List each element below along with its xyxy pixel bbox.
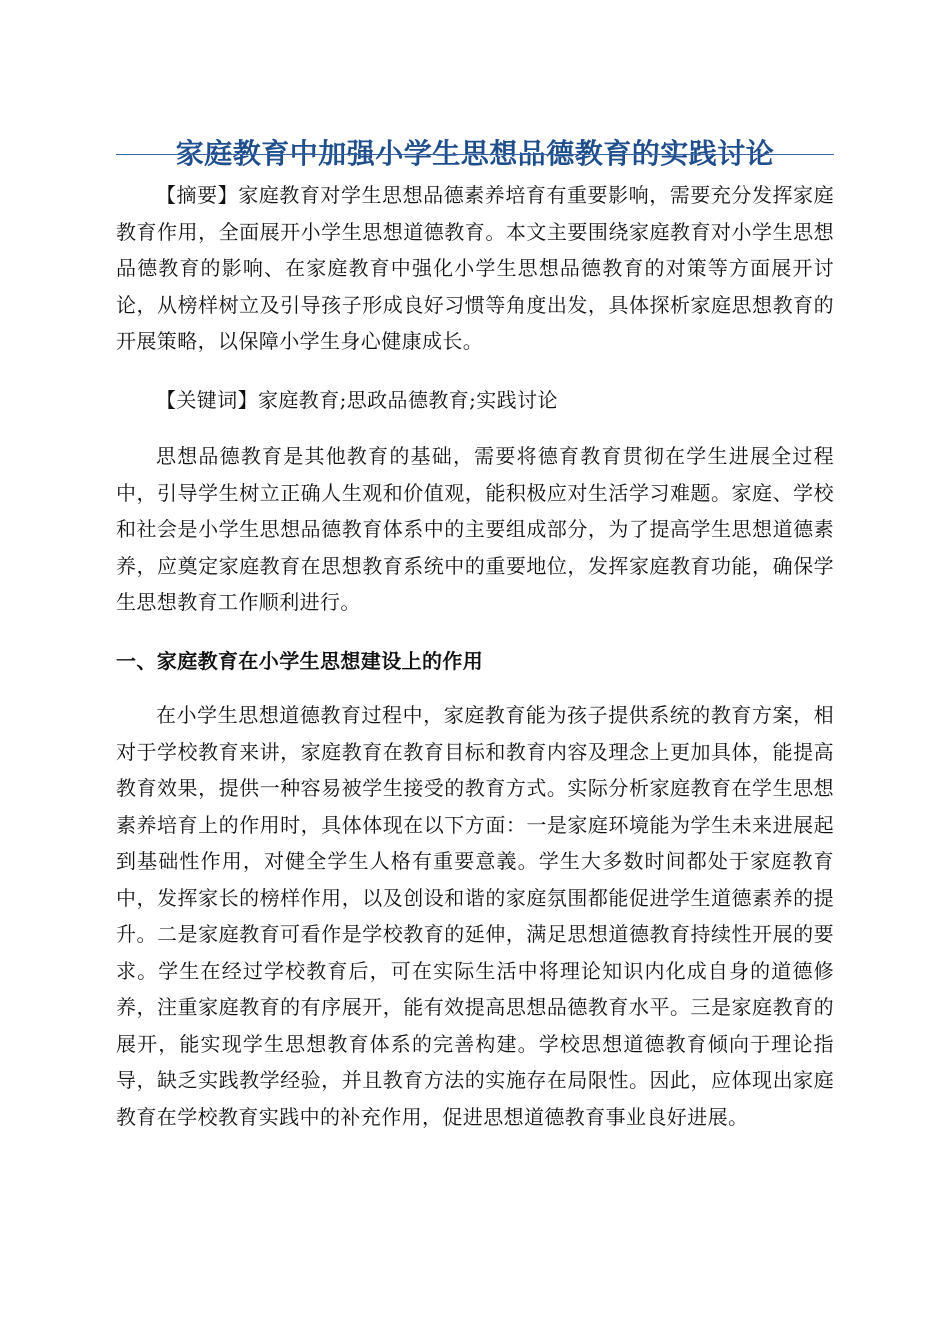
title-underline xyxy=(116,154,834,155)
keywords-line: 【关键词】家庭教育;思政品德教育;实践讨论 xyxy=(156,388,558,412)
section-heading: 一、家庭教育在小学生思想建设上的作用 xyxy=(116,649,484,673)
intro-paragraph: 思想品德教育是其他教育的基础，需要将德育教育贯彻在学生进展全过程中，引导学生树立正确人生观和价值观，能积极应对生活学习难题。家庭、学校和社会是小学生思想品德教育体系中的主要组成部分，为了提高学生思想道德素养，应奠定家庭教育在思想教育系统中的重要地位，发挥家庭教育功能，确保学生思想教育工作顺利进行。 xyxy=(116,444,834,614)
document-title: 家庭教育中加强小学生思想品德教育的实践讨论 xyxy=(175,136,775,170)
section-body-paragraph: 在小学生思想道德教育过程中，家庭教育能为孩子提供系统的教育方案，相对于学校教育来讲，家庭教育在教育目标和教育内容及理念上更加具体，能提高教育效果，提供一种容易被学生接受的教育方式。实际分析家庭教育在学生思想素养培育上的作用时，具体体现在以下方面：一是家庭环境能为学生未来进展起到基础性作用，对健全学生人格有重要意義。学生大多数时间都处于家庭教育中，发挥家长的榜样作用，以及创设和谐的家庭氛围都能促进学生道德素养的提升。二是家庭教育可看作是学校教育的延伸，满足思想道德教育持续性开展的要求。学生在经过学校教育后，可在实际生活中将理论知识内化成自身的道德修养，注重家庭教育的有序展开，能有效提高思想品德教育水平。三是家庭教育的展开，能实现学生思想教育体系的完善构建。学校思想道德教育倾向于理论指导，缺乏实践教学经验，并且教育方法的实施存在局限性。因此，应体现出家庭教育在学校教育实践中的补充作用，促进思想道德教育事业良好进展。 xyxy=(116,703,834,1129)
abstract-paragraph: 【摘要】家庭教育对学生思想品德素养培育有重要影响，需要充分发挥家庭教育作用，全面展开小学生思想道德教育。本文主要围绕家庭教育对小学生思想品德教育的影响、在家庭教育中强化小学生思想品德教育的对策等方面展开讨论，从榜样树立及引导孩子形成良好习惯等角度出发，具体探析家庭思想教育的开展策略，以保障小学生身心健康成长。 xyxy=(116,183,834,353)
